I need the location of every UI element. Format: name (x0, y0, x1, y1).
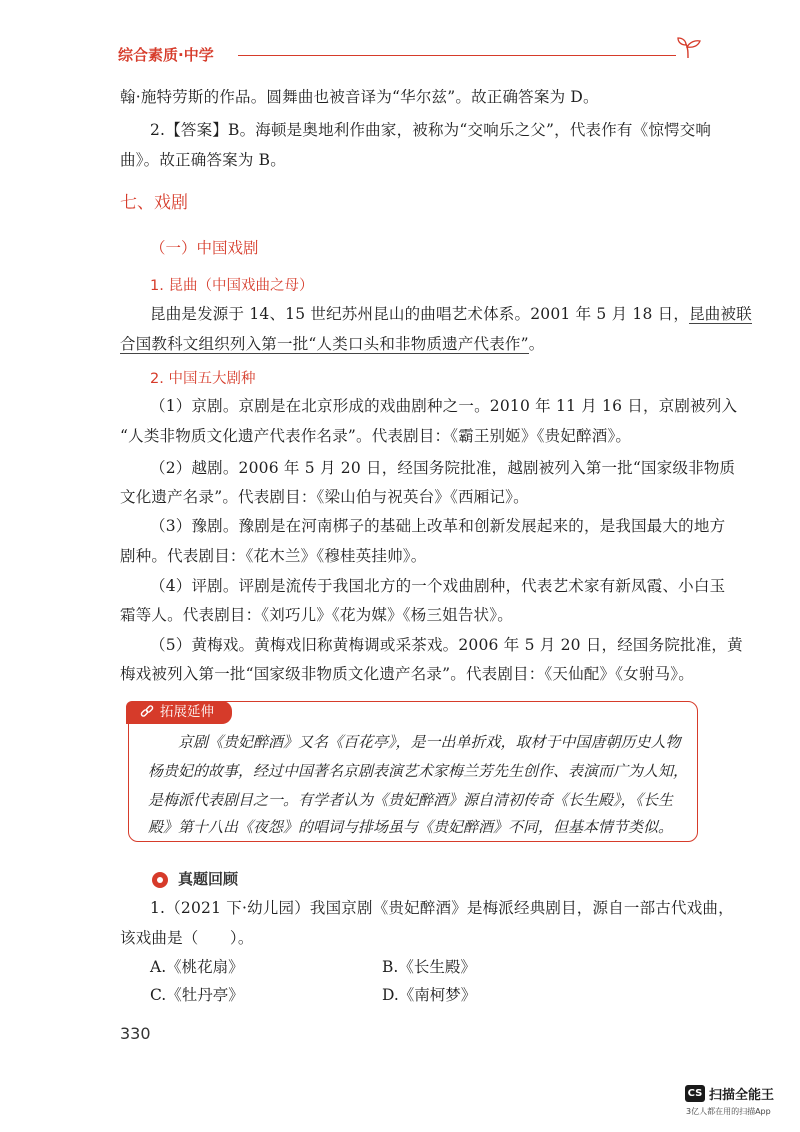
extension-line: 杨贵妃的故事，经过中国著名京剧表演艺术家梅兰芳先生创作、表演而广为人知， (148, 762, 689, 780)
kunqu-line-1 (150, 303, 752, 325)
question-line-1: 1.（2021 下·幼儿园）我国京剧《贵妃醉酒》是梅派经典剧目，源自一部古代戏曲， (150, 899, 734, 917)
opera-line: 剧种。代表剧目：《花木兰》《穆桂英挂帅》。 (120, 547, 427, 565)
review-badge-icon (152, 872, 168, 888)
running-header-title: 综合素质·中学 (118, 46, 214, 64)
option-d: D.《南柯梦》 (382, 986, 477, 1004)
opera-line: （2）越剧。2006 年 5 月 20 日，经国务院批准，越剧被列入第一批“国家级非物质 (150, 459, 736, 477)
kunqu-line-1-text: 昆曲是发源于 14、15 世纪苏州昆山的曲唱艺术体系。2001 年 5 月 18 日， (150, 305, 690, 323)
intro-line-3: 曲》。故正确答案为 B。 (120, 151, 286, 169)
extension-line: 殿》第十八出《夜怨》的唱词与排场虽与《贵妃醉酒》不同，但基本情节类似。 (148, 818, 674, 836)
five-operas-heading: 2. 中国五大剧种 (150, 371, 256, 387)
header-rule (238, 55, 676, 56)
option-a: A.《桃花扇》 (150, 958, 244, 976)
scanner-app-name: 扫描全能王 (709, 1088, 775, 1103)
intro-line-2: 2.【答案】B。海顿是奥地利作曲家，被称为“交响乐之父”，代表作有《惊愕交响 (150, 121, 712, 139)
opera-line: （1）京剧。京剧是在北京形成的戏曲剧种之一。2010 年 11 月 16 日，京剧被列入 (150, 397, 738, 415)
sprout-icon (676, 36, 702, 60)
opera-line: （3）豫剧。豫剧是在河南梆子的基础上改革和创新发展起来的，是我国最大的地方 (150, 517, 726, 535)
opera-line: （4）评剧。评剧是流传于我国北方的一个戏曲剧种，代表艺术家有新凤霞、小白玉 (150, 577, 726, 595)
opera-line: 霜等人。代表剧目：《刘巧儿》《花为媒》《杨三姐告状》。 (120, 606, 513, 624)
kunqu-heading: 1. 昆曲（中国戏曲之母） (150, 278, 314, 294)
subsection-title: （一）中国戏剧 (150, 239, 259, 257)
option-c: C.《牡丹亭》 (150, 986, 244, 1004)
review-title: 真题回顾 (178, 870, 239, 888)
scanner-logo-icon: CS (685, 1085, 705, 1102)
extension-line: 京剧《贵妃醉酒》又名《百花亭》，是一出单折戏，取材于中国唐朝历史人物 (178, 733, 681, 751)
scanner-tagline: 3亿人都在用的扫描App (686, 1107, 771, 1116)
kunqu-line-2-end: 。 (528, 335, 545, 353)
section-title: 七、戏剧 (120, 193, 188, 213)
extension-line: 是梅派代表剧目之一。有学者认为《贵妃醉酒》源自清初传奇《长生殿》，《长生 (148, 791, 674, 809)
opera-line: 梅戏被列入第一批“国家级非物质文化遗产名录”。代表剧目：《天仙配》《女驸马》。 (120, 665, 694, 683)
kunqu-line-2-underlined: 合国教科文组织列入第一批“人类口头和非物质遗产代表作” (120, 335, 529, 353)
intro-line-1: 翰·施特劳斯的作品。圆舞曲也被音译为“华尔兹”。故正确答案为 D。 (120, 88, 599, 106)
question-line-2: 该戏曲是（ ）。 (120, 929, 254, 947)
option-b: B.《长生殿》 (382, 958, 476, 976)
extension-tab (126, 701, 232, 724)
page-number: 330 (120, 1024, 151, 1043)
opera-line: （5）黄梅戏。黄梅戏旧称黄梅调或采茶戏。2006 年 5 月 20 日，经国务院批准，黄 (150, 636, 743, 654)
opera-line: 文化遗产名录”。代表剧目：《梁山伯与祝英台》《西厢记》。 (120, 488, 529, 506)
link-icon (140, 705, 154, 719)
kunqu-line-1-underlined: 昆曲被联 (689, 305, 752, 323)
opera-line: “人类非物质文化遗产代表作名录”。代表剧目：《霸王别姬》《贵妃醉酒》。 (120, 427, 632, 445)
kunqu-line-2 (120, 333, 544, 355)
extension-tab-label: 拓展延伸 (160, 704, 214, 720)
